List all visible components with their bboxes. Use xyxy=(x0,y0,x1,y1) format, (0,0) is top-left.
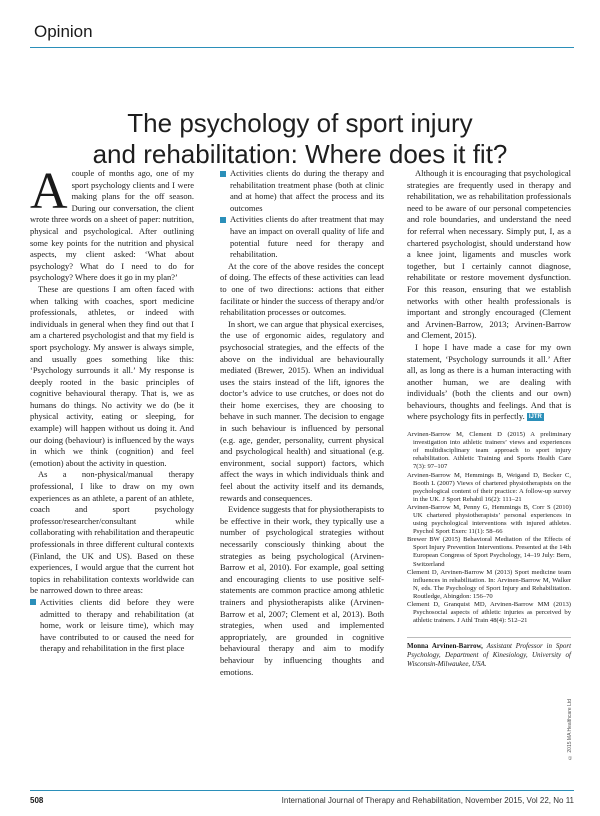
reference-item: Brewer BW (2015) Behavioral Mediation of the Effects of Sport Injury Prevention Interventions. Presented at the 14th European Congress of Sport Psychology, 14–19 July: Bern, Switzerland xyxy=(407,536,571,568)
bullet-item xyxy=(30,597,194,655)
section-header xyxy=(30,22,574,48)
paragraph: These are questions I am often faced with when talking with coaches, sport medicine professionals, athletes, or indeed with individuals in general when they find out that I am a chartered psychologist and that my field is sport psychology. My answer is always simple, and usually goes something like this: ‘Psychology surrounds it all.’ My response is deeply rooted in the basic principles of cognitive behavioural therapy. That is, we as humans do things. No activity we do (be it physical activity, eating or sleeping, for example) will happen without us doing it. And our doing (behaviour) is influenced by the ways in which we think (cognition) and feel (emotion) about the activity in question. xyxy=(30,283,194,468)
column-2 xyxy=(220,168,384,678)
bullet-text: Activities clients did before they were admitted to therapy and rehabilitation (at home, work or leisure time), which may have contributed to or caused the need for therapy and rehabilitation in the first place xyxy=(40,596,194,654)
paragraph: Although it is encouraging that psychological strategies are frequently used in therapy and rehabilitation, we as rehabilitation professionals need to be aware of our personal competencies and role boundaries, and understand the need for referral when necessary. Simply put, I, as a chartered psychologist, should understand how a knee joint, ligaments and muscles work together, but I certainly cannot diagnose, rehabilitate or restore movement dysfunction. For this reason, ensuring that we establish networks with other health professionals is important and strongly encouraged (Clement and Arvinen-Barrow, 2013; Arvinen-Barrow and Clement, 2015). xyxy=(407,168,571,341)
paragraph: As a non-physical/manual therapy professional, I like to draw on my own experiences as an athlete, a parent of an athlete, coach and sport psychology professor/researcher/consultant while collaborating with rehabilitation and therapeutic professionals in three different cultural contexts (Finland, the UK and US). Based on these experiences, I would argue that the current hot topics in rehabilitation contexts worldwide can be narrowed down to three areas: xyxy=(30,469,194,596)
paragraph-text: I hope I have made a case for my own statement, ‘Psychology surrounds it all.’ After all, as long as there is a human interacting with another human, we are dealing with individuals’ (both the clients and our own) behaviours, thoughts and feelings. And that is where psychology fits in perfectly. xyxy=(407,341,571,422)
paragraph: At the core of the above resides the concept of doing. The effects of these activities can lead to one of two directions: actions that either facilitate or hinder the success of therapy and/or rehabilitation processes or outcomes. xyxy=(220,260,384,318)
bullet-text: Activities clients do during the therapy and rehabilitation treatment phase (both at clinic and at home) that affect the process and its outcomes xyxy=(230,168,384,213)
drop-cap: A xyxy=(30,163,68,220)
author-name: Monna Arvinen-Barrow, xyxy=(407,642,483,651)
paragraph xyxy=(407,342,571,423)
copyright-notice: © 2015 MA Healthcare Ltd xyxy=(567,698,573,760)
author-description: Assistant Professor in Sport Psychology, Department of Kinesiology, University of Wisconsin-Milwaukee, USA. xyxy=(407,642,572,669)
section-label: Opinion xyxy=(34,22,93,41)
paragraph: Evidence suggests that for physiotherapists to be effective in their work, they typically use a number of psychological strategies without necessarily consciously thinking about the strategies as being psychological (Arvinen-Barrow et al, 2010). For example, goal setting and encouraging clients to use positive self-statements are common practice among athletic trainers and physiotherapists alike (Arvinen-Barrow et al, 2007; Clement et al, 2013). Both strategies, when used and implemented appropriately, are grounded in cognitive behavioural therapy and aim to modify behaviour by influencing thoughts and emotions. xyxy=(220,504,384,677)
bullet-item xyxy=(220,168,384,214)
author-bio xyxy=(407,637,571,669)
journal-citation: International Journal of Therapy and Rehabilitation, November 2015, Vol 22, No 11 xyxy=(281,796,574,805)
footer-rule xyxy=(30,790,574,791)
bullet-square-icon xyxy=(30,599,36,605)
paragraph-text: couple of months ago, one of my sport psychology clients and I were making plans for the off season. During our conversation, the client wrote three words on a sheet of paper: nutrition, physical and psychological. After outlining some key points for the nutrition and physical aspects, my client asked: ‘What about psychology? What do I need to do for psychology? Where does it go in my plan?’ xyxy=(30,168,194,283)
paragraph xyxy=(30,163,194,284)
paragraph: In short, we can argue that physical exercises, the use of ergonomic aides, regulatory and psychosocial strategies, and the effects of the above on the individual are behaviourally mediated (Brewer, 2015). When an individual uses the stairs instead of the lift, ignores the doctor’s advice to use crutches, or does not do their home exercises, they are choosing to behave in such manner. The decision to engage in such behaviour is influenced by personal (e.g. age, gender, personality, current physical and psychological health) and situational (e.g. environment, social support) factors, which affect the ways in which individuals think and feel about the activity itself and its demands, rewards and consequences. xyxy=(220,318,384,503)
references xyxy=(407,431,571,625)
reference-item: Arvinen-Barrow M, Clement D (2015) A preliminary investigation into athletic trainers’ views and experiences of multidisciplinary team approach to sport injury rehabilitation. Athletic Training and Sports Health Care 7(3): 97–107 xyxy=(407,431,571,471)
reference-item: Clement D, Arvinen-Barrow M (2013) Sport medicine team influences in rehabilitation. In: Arvinen-Barrow M, Walker N, eds. The Psychology of Sport Injury and Rehabilitation. Routledge, Abingdon: 156–70 xyxy=(407,568,571,600)
column-1 xyxy=(30,163,194,655)
reference-item: Arvinen-Barrow M, Hemmings B, Weigand D, Becker C, Booth L (2007) Views of chartered physiotherapists on the psychological content of their practice: A follow-up survey in the UK. J Sport Rehabil 16(2): 111–21 xyxy=(407,471,571,503)
article-title xyxy=(40,108,560,170)
reference-item: Clement D, Granquist MD, Arvinen-Barrow MM (2013) Psychosocial aspects of athletic injuries as perceived by athletic trainers. J Athl Train 48(4): 512–21 xyxy=(407,601,571,625)
title-line-1: The psychology of sport injury xyxy=(127,108,473,138)
bullet-square-icon xyxy=(220,171,226,177)
bullet-text: Activities clients do after treatment that may have an impact on overall quality of life and potential future need for therapy and rehabilitation. xyxy=(230,214,384,260)
page-number: 508 xyxy=(30,796,44,805)
bullet-item xyxy=(220,214,384,260)
bullet-square-icon xyxy=(220,217,226,223)
column-3 xyxy=(407,168,571,669)
title-line-2: and rehabilitation: Where does it fit? xyxy=(92,139,508,169)
reference-item: Arvinen-Barrow M, Penny G, Hemmings B, Corr S (2010) UK chartered physiotherapists’ personal experiences in using psychological interventions with injured athletes. Psychol Sport Exerc 11(1): 58–66 xyxy=(407,503,571,536)
journal-end-mark: IJTR xyxy=(528,414,542,421)
